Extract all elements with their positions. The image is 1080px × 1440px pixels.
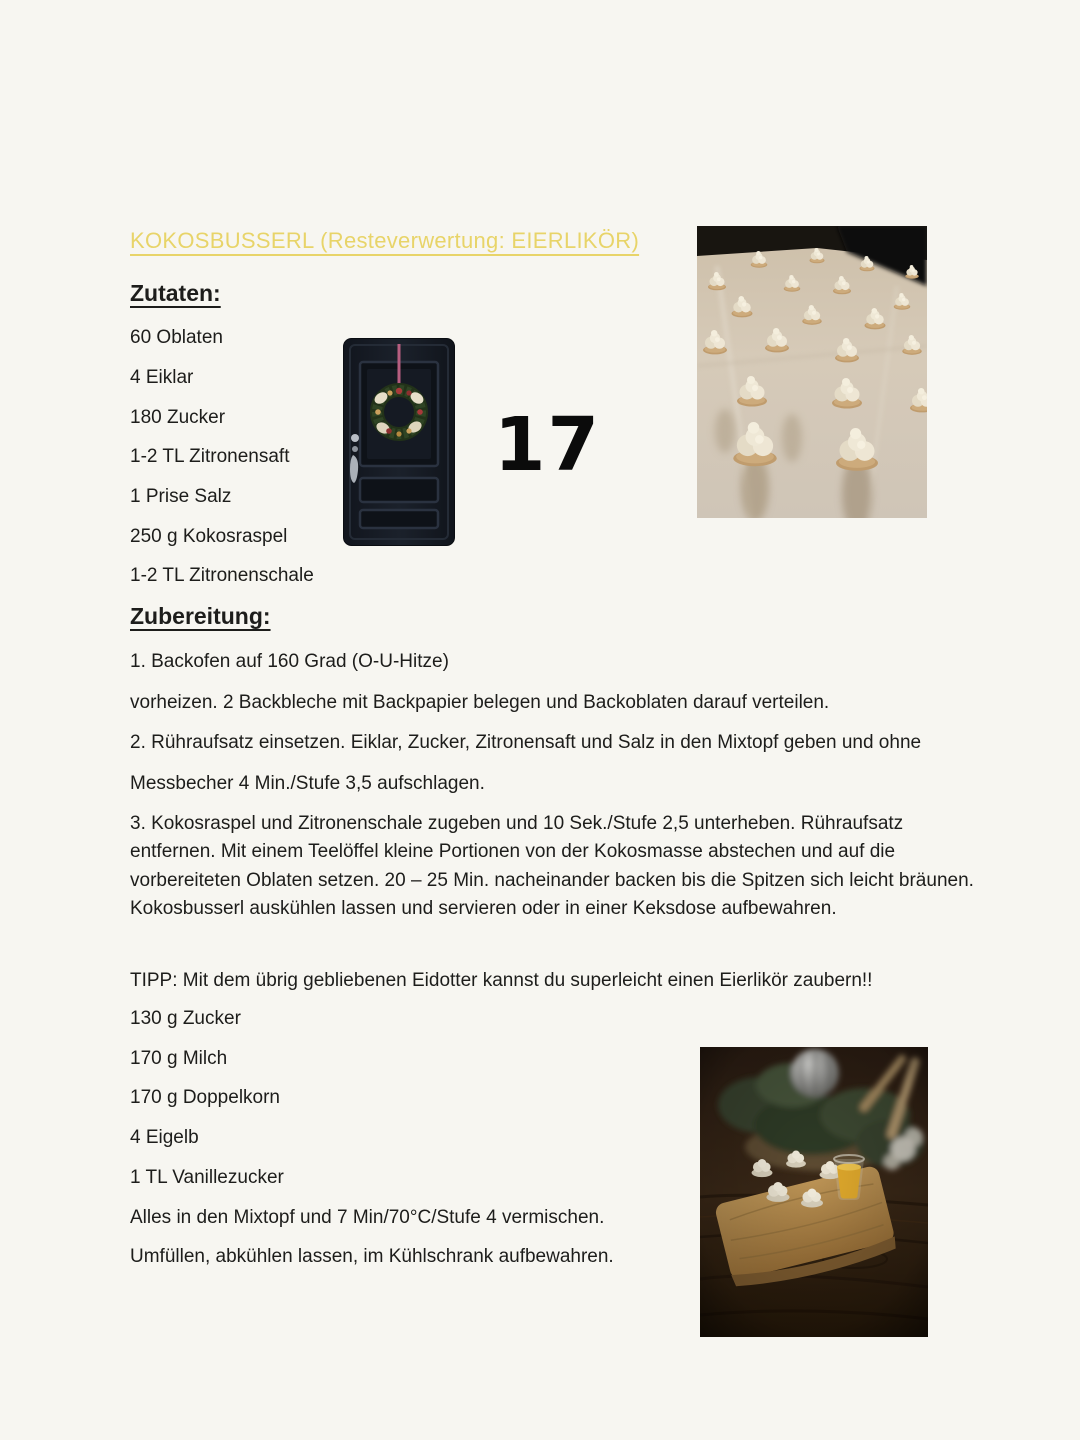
zubereitung-line: 2. Rühraufsatz einsetzen. Eiklar, Zucker, Zitronensaft und Salz in den Mixtopf geben und ohne — [130, 732, 922, 753]
ingredient-item: 1-2 TL Zitronenschale — [130, 565, 314, 586]
advent-door-number: 17 — [494, 402, 601, 488]
zubereitung-heading: Zubereitung: — [130, 603, 271, 629]
zubereitung-line: 1. Backofen auf 160 Grad (O-U-Hitze) — [130, 651, 449, 672]
tipp-ingredient-item: 4 Eigelb — [130, 1127, 199, 1148]
zubereitung-line: Messbecher 4 Min./Stufe 3,5 aufschlagen. — [130, 773, 485, 794]
zubereitung-paragraph-line: vorbereiteten Oblaten setzen. 20 – 25 Min. nacheinander backen bis die Spitzen sich leicht bräunen. — [130, 870, 974, 891]
ingredient-item: 1 Prise Salz — [130, 486, 232, 507]
tipp-ingredient-item: 130 g Zucker — [130, 1008, 241, 1029]
tipp-ingredient-item: 1 TL Vanillezucker — [130, 1167, 284, 1188]
zutaten-heading: Zutaten: — [130, 280, 221, 306]
zubereitung-paragraph-line: Kokosbusserl auskühlen lassen und servieren oder in einer Keksdose aufbewahren. — [130, 898, 837, 919]
advent-door-icon — [343, 338, 455, 546]
ingredient-item: 4 Eiklar — [130, 367, 194, 388]
eierlikoer-photo — [700, 1047, 928, 1337]
ingredient-item: 180 Zucker — [130, 407, 226, 428]
ingredient-item: 250 g Kokosraspel — [130, 526, 288, 547]
tipp-step-line: Alles in den Mixtopf und 7 Min/70°C/Stufe 4 vermischen. — [130, 1207, 605, 1228]
recipe-title-link[interactable]: KOKOSBUSSERL (Resteverwertung: EIERLIKÖR) — [130, 228, 640, 253]
kokosbusserl-tray-photo — [697, 226, 927, 518]
zubereitung-paragraph-line: 3. Kokosraspel und Zitronenschale zugeben und 10 Sek./Stufe 2,5 unterheben. Rühraufsatz — [130, 813, 904, 834]
tipp-ingredient-item: 170 g Milch — [130, 1048, 228, 1069]
ingredient-item: 1-2 TL Zitronensaft — [130, 446, 290, 467]
tipp-ingredient-item: 170 g Doppelkorn — [130, 1087, 280, 1108]
advent-door-image — [343, 338, 455, 546]
zubereitung-paragraph-line: entfernen. Mit einem Teelöffel kleine Portionen von der Kokosmasse abstechen und auf die — [130, 841, 896, 862]
zubereitung-line: vorheizen. 2 Backbleche mit Backpapier belegen und Backoblaten darauf verteilen. — [130, 692, 830, 713]
ingredient-item: 60 Oblaten — [130, 327, 223, 348]
tipp-step-line: Umfüllen, abkühlen lassen, im Kühlschrank aufbewahren. — [130, 1246, 614, 1267]
tipp-intro: TIPP: Mit dem übrig gebliebenen Eidotter kannst du superleicht einen Eierlikör zaubern!! — [130, 970, 873, 991]
